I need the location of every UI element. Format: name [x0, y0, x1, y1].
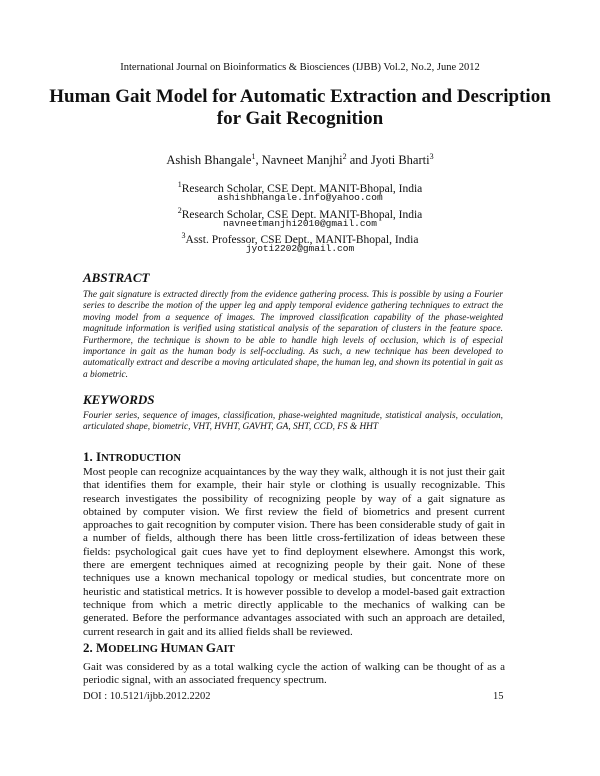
paper-title: Human Gait Model for Automatic Extraction and Description for Gait Recognition: [49, 86, 551, 129]
author-name: Ashish Bhangale: [166, 153, 252, 168]
abstract-text: The gait signature is extracted directly from the evidence gathering process. This is possible by using a Fourier series to describe the motion of the upper leg and apply temporal evidence gathering techniques to extract the moving model from a sequence of images. The improved classification capability of the phase-weighted magnitude information is verified using statistical analysis of the separation of clusters in the feature space. Furthermore, the technique is shown to be able to handle high levels of occlusion, which is of especial importance in gait as the human body is self-occluding. As such, a new technique has been developed to automatically extract and describe a moving articulated shape, the human leg, and shown its potential in gait as a biometric.: [83, 290, 503, 380]
section-1-heading: [83, 449, 181, 465]
heading-small-caps: UMAN: [170, 644, 206, 655]
section-number: 2.: [83, 640, 93, 655]
abstract-heading: ABSTRACT: [83, 270, 150, 285]
author-email: navneetmanjhi2010@gmail.com: [223, 218, 377, 229]
heading-initial: M: [96, 640, 109, 655]
author-email: ashishbhangale.info@yahoo.com: [217, 192, 383, 203]
affiliation-mark: 1: [177, 180, 182, 189]
keywords-text: Fourier series, sequence of images, classification, phase-weighted magnitude, statistical analysis, occulation, articulated shape, biometric, VHT, HVHT, GAVHT, GA, SHT, CCD, FS & HHT: [83, 411, 503, 433]
section-2-heading: [83, 640, 235, 656]
keywords-heading: KEYWORDS: [83, 392, 155, 407]
heading-initial: H: [160, 640, 171, 655]
section-1-body: Most people can recognize acquaintances by the way they walk, although it is not just their gait that identifies them for example, their hair style or clothing is usually recognizable. This research investigates the possibility of recognizing people by way of a gait signature as obtained by computer vision. We first review the field of biometrics and present current approaches to gait recognition by computer vision. There has been considerable study of gait in a number of fields, although there has been little cross-fertilization of ideas between these fields: psychological gait cues have yet to find deployment elsewhere. Amongst this work, there are emergent techniques aimed at recognizing people by their gait. None of these techniques use a known mechanical topology or medical studies, but concentrate more on heuristic and statistical metrics. It is however possible to develop a model-based gait extraction technique from which a metric directly applicable to the mechanics of walking can be generated. Before the performance advantages associated with such an approach are detailed, current research in gait and its allied fields shall be reviewed.: [83, 466, 505, 638]
heading-initial: G: [205, 640, 217, 655]
author-mark: 3: [429, 152, 434, 161]
author-separator: ,: [255, 153, 262, 168]
author-mark: 2: [342, 152, 347, 161]
page-number: 15: [493, 691, 504, 702]
heading-small-caps: ODELING: [108, 644, 161, 655]
journal-header: International Journal on Bioinformatics & Biosciences (IJBB) Vol.2, No.2, June 2012: [120, 62, 480, 73]
section-number: 1.: [83, 449, 93, 464]
affiliation-text: Asst. Professor, CSE Dept., MANIT-Bhopal, India: [185, 233, 419, 246]
author-name: Navneet Manjhi: [261, 153, 343, 168]
affiliation-mark: 2: [177, 206, 182, 215]
section-2-body: Gait was considered by as a total walking cycle the action of walking can be thought of as a periodic signal, with an associated frequency spectrum.: [83, 661, 505, 687]
doi-footer: DOI : 10.5121/ijbb.2012.2202: [83, 691, 211, 702]
author-name: Jyoti Bharti: [370, 153, 430, 168]
affiliation-text: Research Scholar, CSE Dept. MANIT-Bhopal, India: [181, 182, 423, 195]
affiliation-mark: 3: [181, 231, 186, 240]
author-line: [0, 152, 600, 168]
heading-initial: I: [96, 449, 102, 464]
heading-small-caps: NTRODUCTION: [101, 453, 181, 464]
author-email: jyoti2202@gmail.com: [245, 243, 355, 254]
author-separator: and: [346, 153, 371, 168]
author-mark: 1: [251, 152, 256, 161]
affiliation-text: Research Scholar, CSE Dept. MANIT-Bhopal, India: [181, 208, 423, 221]
heading-small-caps: AIT: [216, 644, 235, 655]
